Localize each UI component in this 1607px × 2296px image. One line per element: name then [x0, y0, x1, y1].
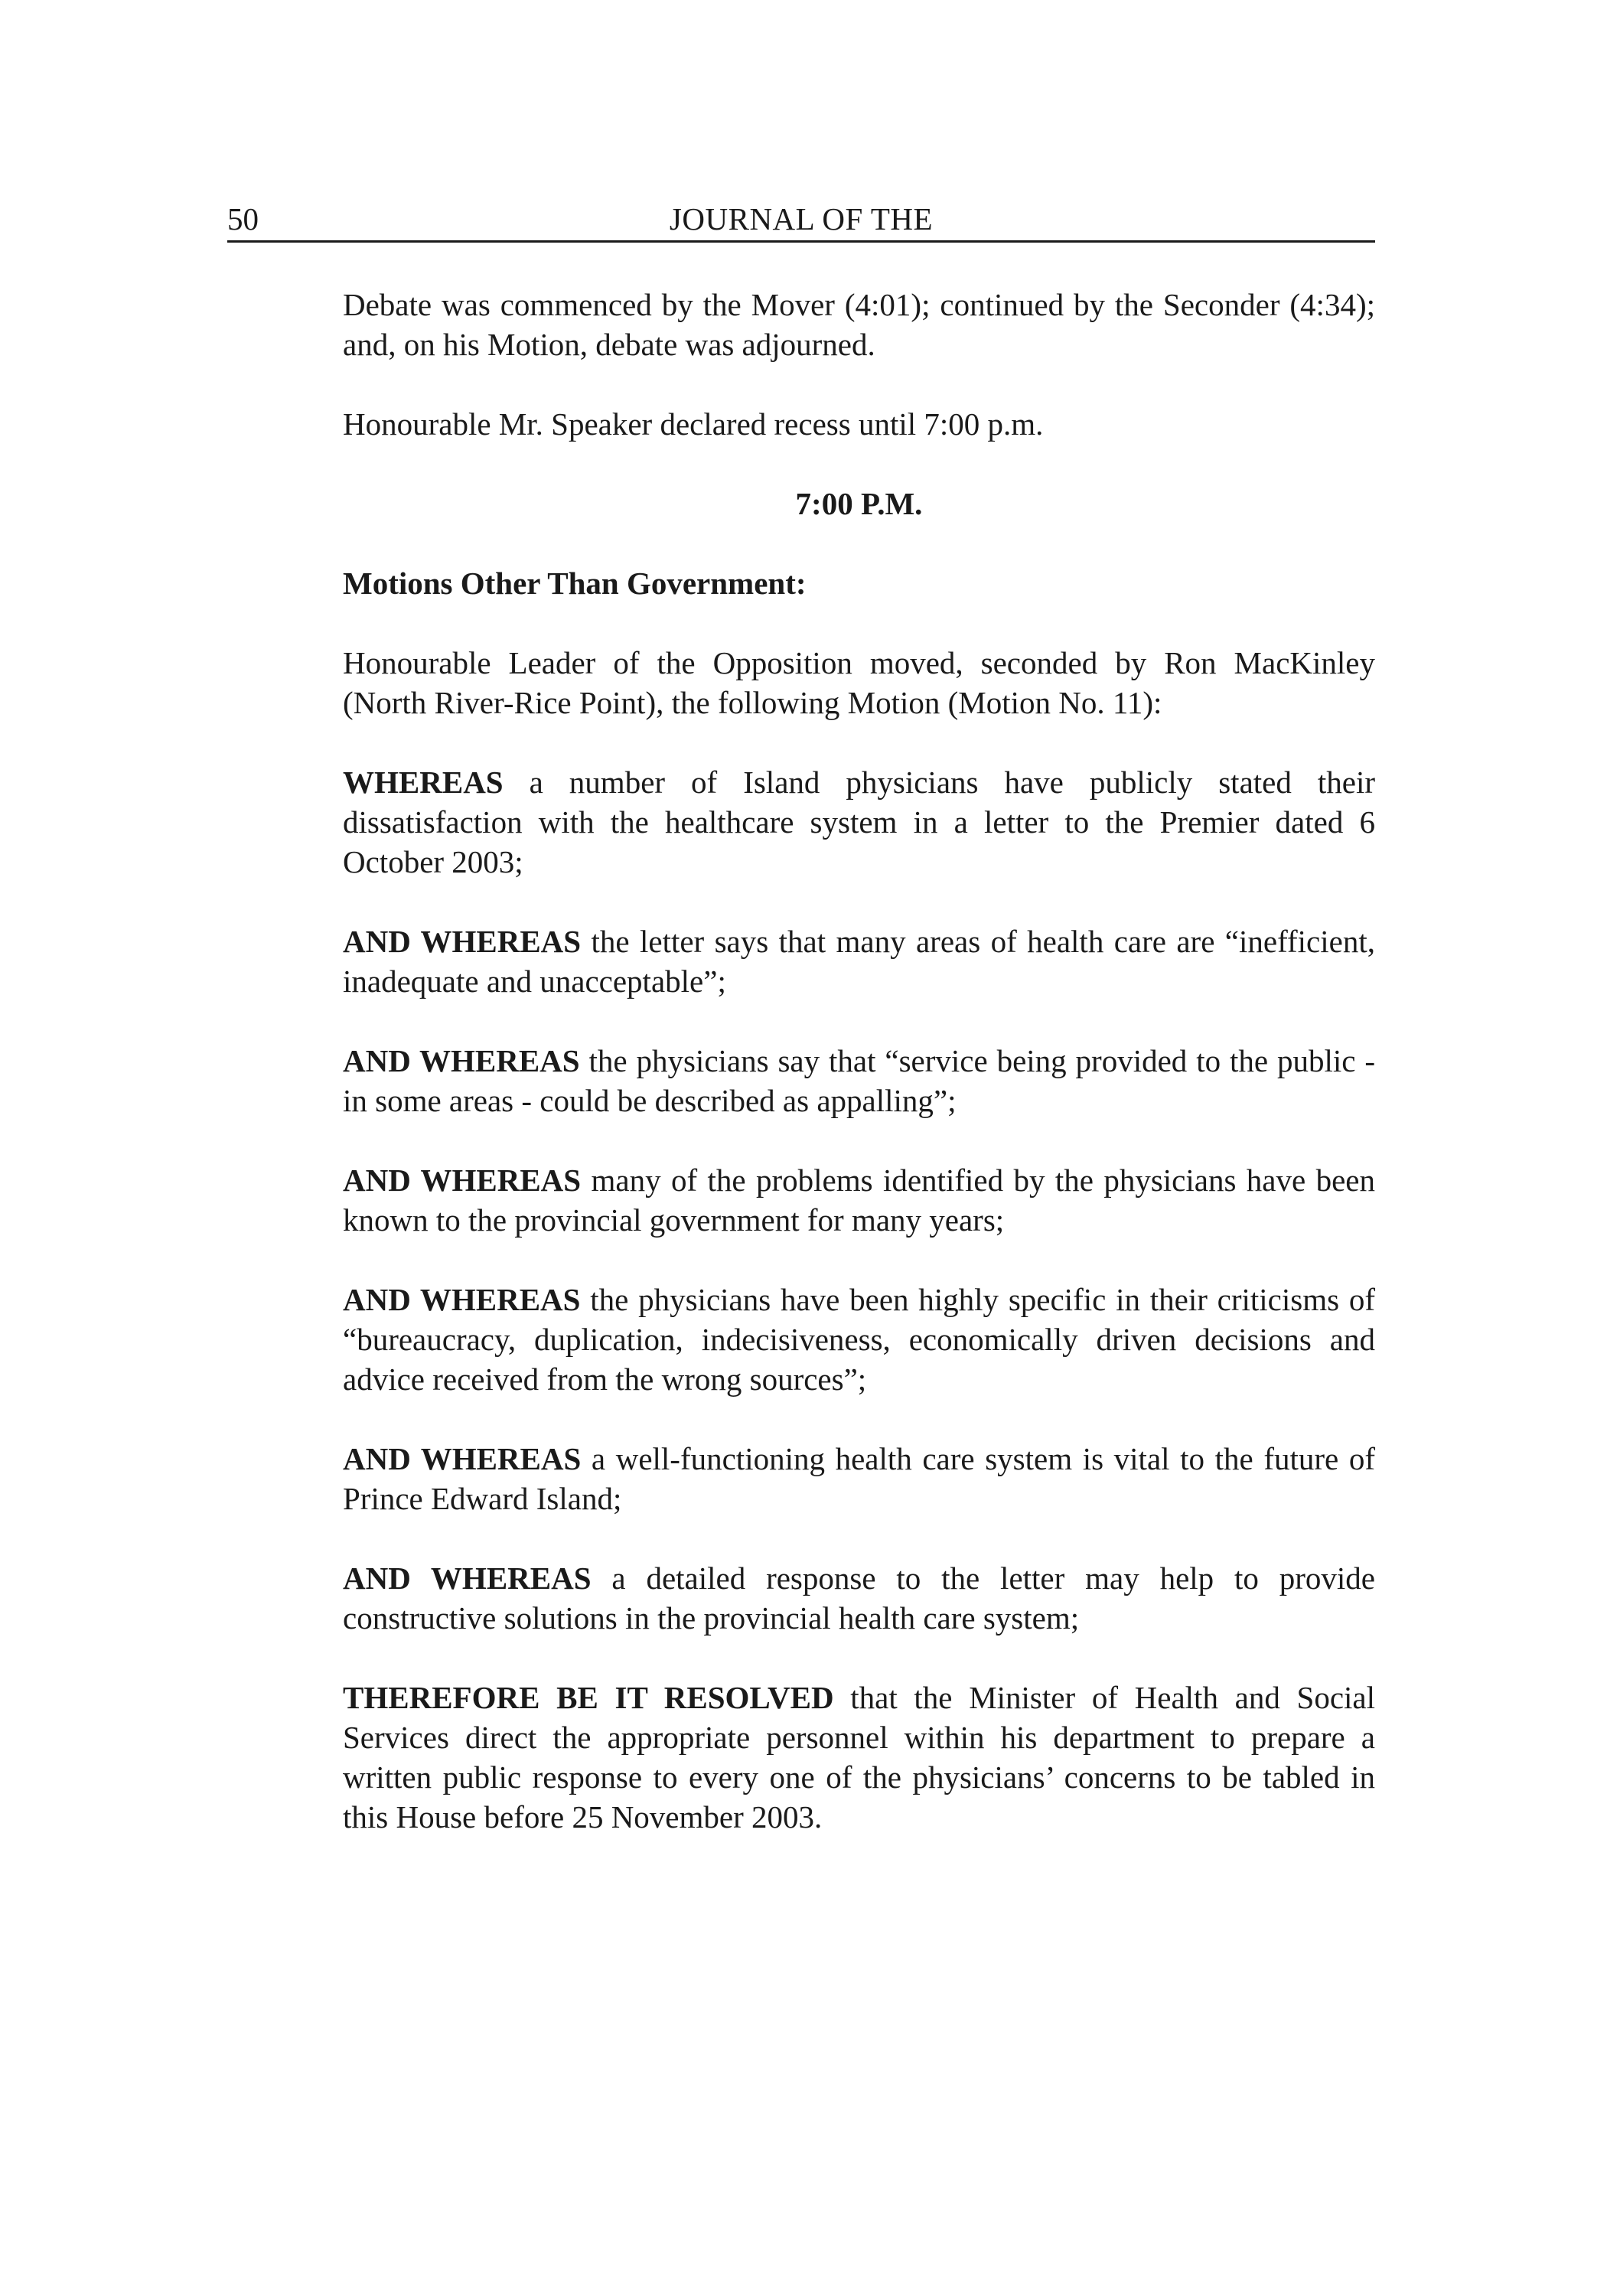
page-header — [227, 197, 1375, 243]
debate-paragraph: Debate was commenced by the Mover (4:01); continued by the Seconder (4:34); and, on his Motion, debate was adjourned. — [343, 287, 1375, 362]
clause-text: a detailed response to the letter may help to provide constructive solutions in the provincial health care system; — [343, 1561, 1375, 1636]
clause-lead: AND WHEREAS — [343, 924, 582, 959]
clause-lead: AND WHEREAS — [343, 1043, 580, 1078]
clause-text: the physicians say that “service being provided to the public - in some areas - could be described as appalling”; — [343, 1043, 1375, 1118]
resolution-lead: THEREFORE BE IT RESOLVED — [343, 1680, 834, 1715]
recess-paragraph: Honourable Mr. Speaker declared recess until 7:00 p.m. — [343, 406, 1044, 442]
resolution-text: that the Minister of Health and Social Services direct the appropriate personnel within his department to prepare a written public response to every one of the physicians’ concerns to be tabled in this House before 25 November 2003. — [343, 1680, 1376, 1835]
clause-lead: AND WHEREAS — [343, 1163, 582, 1198]
clause-paragraph — [343, 1280, 1375, 1399]
clause-lead: AND WHEREAS — [343, 1561, 592, 1596]
time-heading: 7:00 P.M. — [795, 486, 923, 521]
resolution-paragraph — [343, 1678, 1375, 1837]
clause-text: a number of Island physicians have publicly stated their dissatisfaction with the healthcare system in a letter to the Premier dated 6 October 2003; — [343, 765, 1375, 879]
clause-lead: WHEREAS — [343, 765, 504, 800]
motion-intro-paragraph: Honourable Leader of the Opposition moved, seconded by Ron MacKinley (North River-Rice Point), the following Motion (Motion No. 11): — [343, 645, 1375, 720]
clause-paragraph — [343, 762, 1375, 882]
clause-text: many of the problems identified by the physicians have been known to the provincial government for many years; — [343, 1163, 1375, 1238]
journal-body — [343, 285, 1375, 1877]
clause-paragraph — [343, 1041, 1375, 1120]
clause-paragraph — [343, 1439, 1375, 1518]
clause-lead: AND WHEREAS — [343, 1441, 582, 1476]
section-heading: Motions Other Than Government: — [343, 566, 807, 601]
clause-paragraph — [343, 921, 1375, 1001]
running-title: JOURNAL OF THE — [669, 201, 934, 236]
clause-paragraph — [343, 1160, 1375, 1240]
clause-text: the letter says that many areas of health care are “inefficient, inadequate and unacceptable”; — [343, 924, 1375, 999]
clause-text: the physicians have been highly specific in their criticisms of “bureaucracy, duplication, indecisiveness, economically driven decisions and advice received from the wrong sources”; — [343, 1282, 1375, 1397]
clause-lead: AND WHEREAS — [343, 1282, 581, 1317]
clause-paragraph — [343, 1558, 1375, 1638]
clause-text: a well-functioning health care system is vital to the future of Prince Edward Island; — [343, 1441, 1375, 1516]
page-number: 50 — [227, 201, 259, 236]
